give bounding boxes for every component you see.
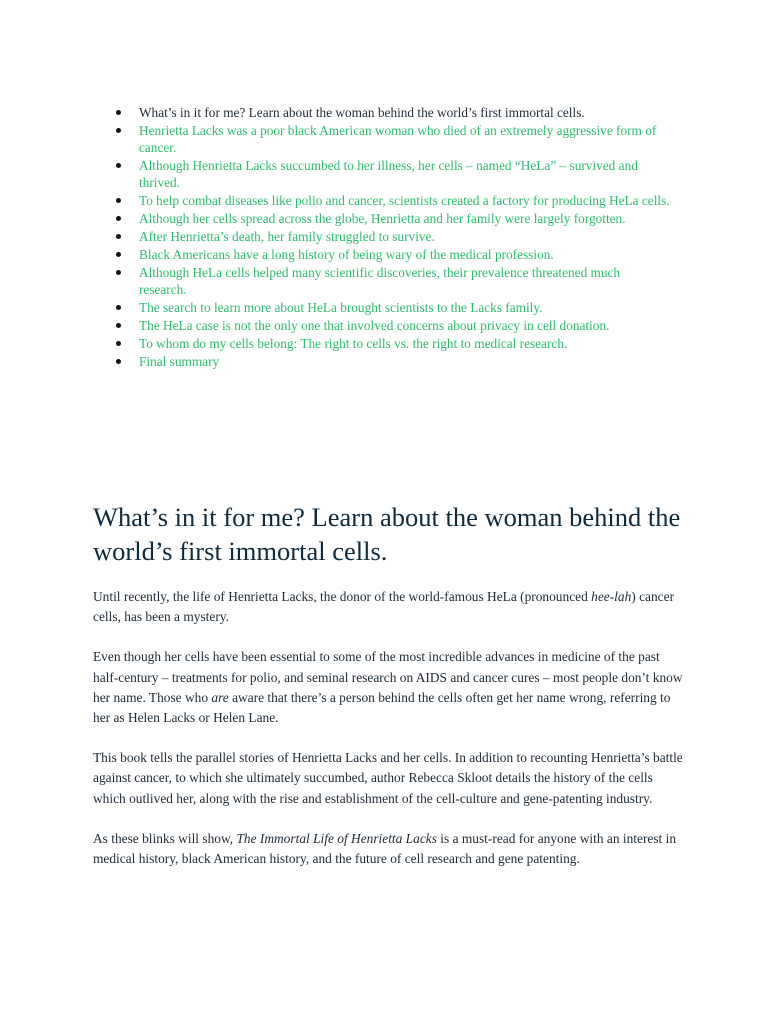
toc-link[interactable]: Black Americans have a long history of being wary of the medical profession. xyxy=(139,247,554,262)
paragraph-text: As these blinks will show, xyxy=(93,830,237,846)
toc-link[interactable]: What’s in it for me? Learn about the woman behind the world’s first immortal cells. xyxy=(139,105,585,120)
paragraph-text: Even though her cells have been essential to some of the most incredible advances in medicine of the past half-century – treatments for polio, and seminal research on AIDS and cancer cures – most people don’t know her name. Those who xyxy=(93,649,683,705)
paragraph xyxy=(93,647,683,728)
toc-link[interactable]: Although Henrietta Lacks succumbed to her illness, her cells – named “HeLa” – survived and thrived. xyxy=(139,158,638,190)
bullet-icon xyxy=(116,252,121,257)
toc-link[interactable]: Final summary xyxy=(139,354,220,369)
bullet-icon xyxy=(116,128,121,133)
toc-item[interactable] xyxy=(110,210,670,227)
bullet-icon xyxy=(116,323,121,328)
bullet-icon xyxy=(116,216,121,221)
toc-item[interactable] xyxy=(110,353,670,370)
toc-item[interactable] xyxy=(110,192,670,209)
toc-item[interactable] xyxy=(110,264,670,298)
paragraph-text: Until recently, the life of Henrietta Lacks, the donor of the world-famous HeLa (pronounced xyxy=(93,589,592,604)
bullet-icon xyxy=(116,198,121,203)
toc-link[interactable]: The HeLa case is not the only one that involved concerns about privacy in cell donation. xyxy=(139,318,610,333)
toc-link[interactable]: The search to learn more about HeLa brought scientists to the Lacks family. xyxy=(139,300,543,315)
pronunciation-text: hee-lah xyxy=(591,589,632,604)
toc-link[interactable]: Although her cells spread across the globe, Henrietta and her family were largely forgotten. xyxy=(139,211,626,226)
toc-item[interactable] xyxy=(110,228,670,245)
bullet-icon xyxy=(116,163,121,168)
bullet-icon xyxy=(116,270,121,275)
book-title: The Immortal Life of Henrietta Lacks xyxy=(236,830,437,846)
toc-link[interactable]: Henrietta Lacks was a poor black American woman who died of an extremely aggressive form of cancer. xyxy=(139,123,657,155)
toc-item[interactable] xyxy=(110,299,670,316)
toc-link[interactable]: Although HeLa cells helped many scientific discoveries, their prevalence threatened much research. xyxy=(139,265,621,297)
table-of-contents xyxy=(110,104,670,371)
paragraph xyxy=(93,829,683,869)
toc-item[interactable] xyxy=(110,335,670,352)
bullet-icon xyxy=(116,234,121,239)
bullet-icon xyxy=(116,110,121,115)
bullet-icon xyxy=(116,305,121,310)
paragraph-text: ) cancer cells, has been a mystery. xyxy=(93,589,675,625)
emphasis-text: are xyxy=(211,689,229,705)
bullet-icon xyxy=(116,341,121,346)
toc-item[interactable] xyxy=(110,104,670,121)
toc-link[interactable]: After Henrietta’s death, her family struggled to survive. xyxy=(139,229,435,244)
bullet-icon xyxy=(116,359,121,364)
toc-item[interactable] xyxy=(110,157,670,191)
toc-item[interactable] xyxy=(110,122,670,156)
paragraph: This book tells the parallel stories of Henrietta Lacks and her cells. In addition to recounting Henrietta’s battle against cancer, to which she ultimately succumbed, author Rebecca Skloot details the history of the cells which outlived her, along with the rise and establishment of the cell-culture and gene-patenting industry. xyxy=(93,750,683,806)
section-heading: What’s in it for me? Learn about the woman behind the world’s first immortal cells. xyxy=(93,502,681,566)
paragraph-text: is a must-read for anyone with an interest in medical history, black American history, and the future of cell research and gene patenting. xyxy=(93,830,677,867)
section-body xyxy=(93,587,683,889)
toc-link[interactable]: To whom do my cells belong: The right to cells vs. the right to medical research. xyxy=(139,336,568,351)
toc-item[interactable] xyxy=(110,317,670,334)
paragraph-text: aware that there’s a person behind the cells often get her name wrong, referring to her as Helen Lacks or Helen Lane. xyxy=(93,689,671,726)
paragraph xyxy=(93,587,683,627)
toc-item[interactable] xyxy=(110,246,670,263)
toc-link[interactable]: To help combat diseases like polio and cancer, scientists created a factory for producing HeLa cells. xyxy=(139,193,670,208)
